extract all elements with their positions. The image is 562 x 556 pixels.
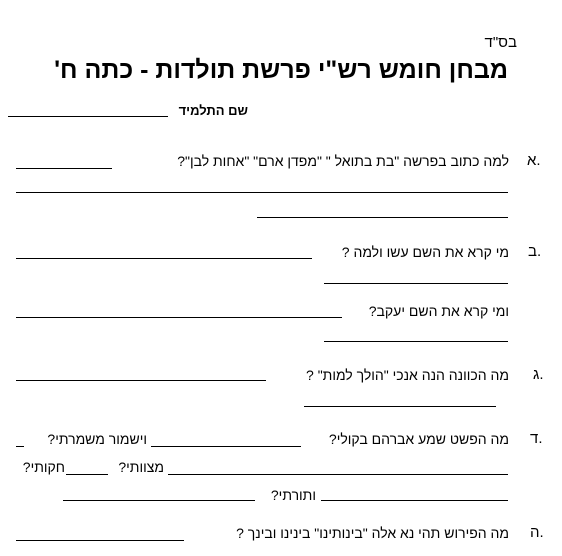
- answer-d-line-6[interactable]: [63, 500, 255, 501]
- student-name-label: שם התלמיד: [178, 103, 248, 118]
- answer-b-line-3[interactable]: [16, 317, 342, 318]
- answer-b-line-2[interactable]: [324, 283, 508, 284]
- question-a-label: א.: [527, 152, 541, 169]
- student-name-field[interactable]: [8, 116, 168, 117]
- question-d-text: מה הפשט שמע אברהם בקולי?: [328, 431, 509, 447]
- question-d-mitzvot: מצוותי?: [118, 459, 164, 475]
- answer-g-line-2[interactable]: [304, 406, 496, 407]
- answer-d-line-3[interactable]: [168, 474, 508, 475]
- question-g-text: מה הכוונה הנה אנכי "הולך למות" ?: [306, 367, 509, 383]
- answer-d-line-2[interactable]: [16, 446, 24, 447]
- answer-a-line-1[interactable]: [16, 168, 112, 169]
- answer-g-line-1[interactable]: [16, 380, 266, 381]
- answer-a-line-2[interactable]: [16, 192, 508, 193]
- answer-d-line-1[interactable]: [151, 446, 301, 447]
- question-d-text2: וישמור משמרתי?: [47, 431, 147, 447]
- answer-d-line-4[interactable]: [66, 474, 108, 475]
- bsd-header: בס"ד: [484, 34, 517, 51]
- answer-b-line-4[interactable]: [324, 341, 508, 342]
- question-b-label: ב.: [528, 243, 542, 260]
- page-title: מבחן חומש רש"י פרשת תולדות - כתה ח': [54, 56, 508, 84]
- answer-h-line-1[interactable]: [16, 540, 184, 541]
- question-b-text: מי קרא את השם עשו ולמה ?: [341, 244, 509, 260]
- answer-d-line-5[interactable]: [321, 500, 508, 501]
- question-d-torotai: ותורתי?: [270, 487, 316, 503]
- answer-b-line-1[interactable]: [16, 258, 312, 259]
- question-d-chukotai: חקותי?: [22, 459, 65, 475]
- question-h-text: מה הפירוש תהי נא אלה "בינותינו" בינינו ובינך ?: [236, 525, 509, 541]
- question-b-subtext: ומי קרא את השם יעקב?: [368, 303, 509, 319]
- question-d-label: ד.: [530, 430, 543, 447]
- answer-a-line-3[interactable]: [257, 217, 508, 218]
- question-h-label: ה.: [530, 524, 544, 541]
- question-a-text: למה כתוב בפרשה "בת בתואל " "מפדן ארם" "אחות לבן"?: [177, 153, 509, 169]
- question-g-label: ג.: [533, 366, 544, 383]
